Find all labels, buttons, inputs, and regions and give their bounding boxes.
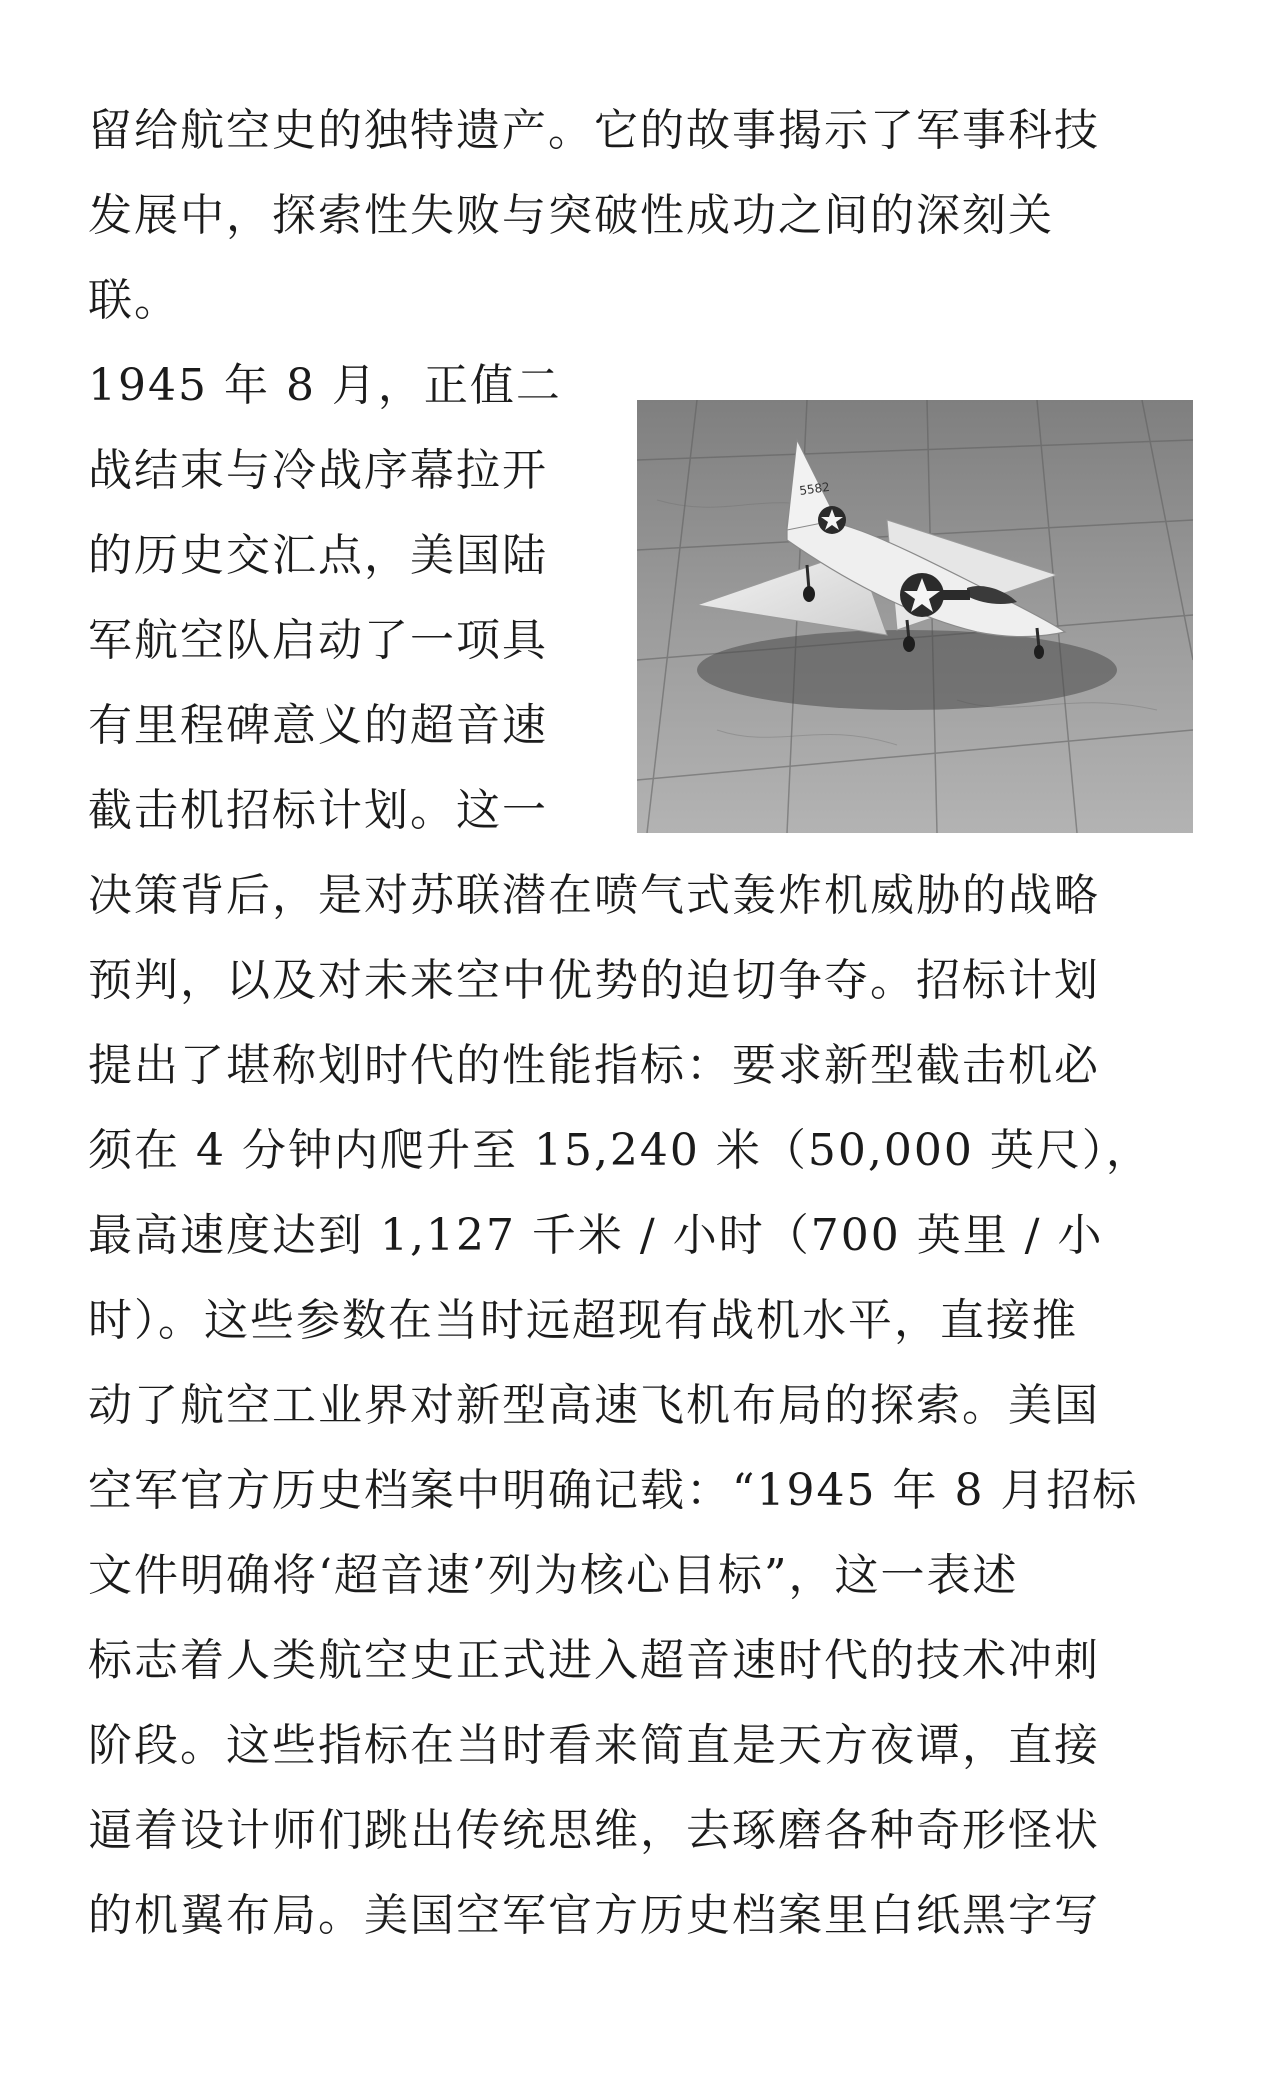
text-line: 留给航空史的独特遗产。它的故事揭示了军事科技 [88,105,1100,156]
roundel-icon [818,506,846,534]
text-line: 最高速度达到 1,127 千米 / 小时（700 英里 / 小 [88,1210,1104,1261]
text-line: 截击机招标计划。这一 [88,785,548,836]
text-line: 文件明确将‘超音速’列为核心目标”，这一表述 [88,1550,1019,1601]
text-line: 须在 4 分钟内爬升至 15,240 米（50,000 英尺）， [88,1125,1152,1176]
delta-wing-jet-image [637,400,1193,833]
text-line: 标志着人类航空史正式进入超音速时代的技术冲刺 [88,1635,1100,1686]
text-line: 有里程碑意义的超音速 [88,700,548,751]
article-body [88,88,1198,1958]
text-line: 军航空队启动了一项具 [88,615,548,666]
text-line: 1945 年 8 月，正值二 [88,360,562,411]
text-line: 动了航空工业界对新型高速飞机布局的探索。美国 [88,1380,1100,1431]
intro-paragraph [88,88,1198,343]
text-line: 发展中，探索性失败与突破性成功之间的深刻关 [88,190,1054,241]
text-line: 的机翼布局。美国空军官方历史档案里白纸黑字写 [88,1890,1100,1941]
text-line: 的历史交汇点，美国陆 [88,530,548,581]
text-line: 预判，以及对未来空中优势的迫切争夺。招标计划 [88,955,1100,1006]
text-line: 联。 [88,275,180,326]
text-line: 提出了堪称划时代的性能指标：要求新型截击机必 [88,1040,1100,1091]
text-line: 决策背后，是对苏联潜在喷气式轰炸机威胁的战略 [88,870,1100,921]
text-line: 空军官方历史档案中明确记载：“1945 年 8 月招标 [88,1465,1139,1516]
text-line: 逼着设计师们跳出传统思维，去琢磨各种奇形怪状 [88,1805,1100,1856]
text-line: 阶段。这些指标在当时看来简直是天方夜谭，直接 [88,1720,1100,1771]
aircraft-photo [637,400,1193,833]
tail-number: 5582 [798,479,831,498]
text-line: 战结束与冷战序幕拉开 [88,445,548,496]
text-line: 时）。这些参数在当时远超现有战机水平，直接推 [88,1295,1078,1346]
